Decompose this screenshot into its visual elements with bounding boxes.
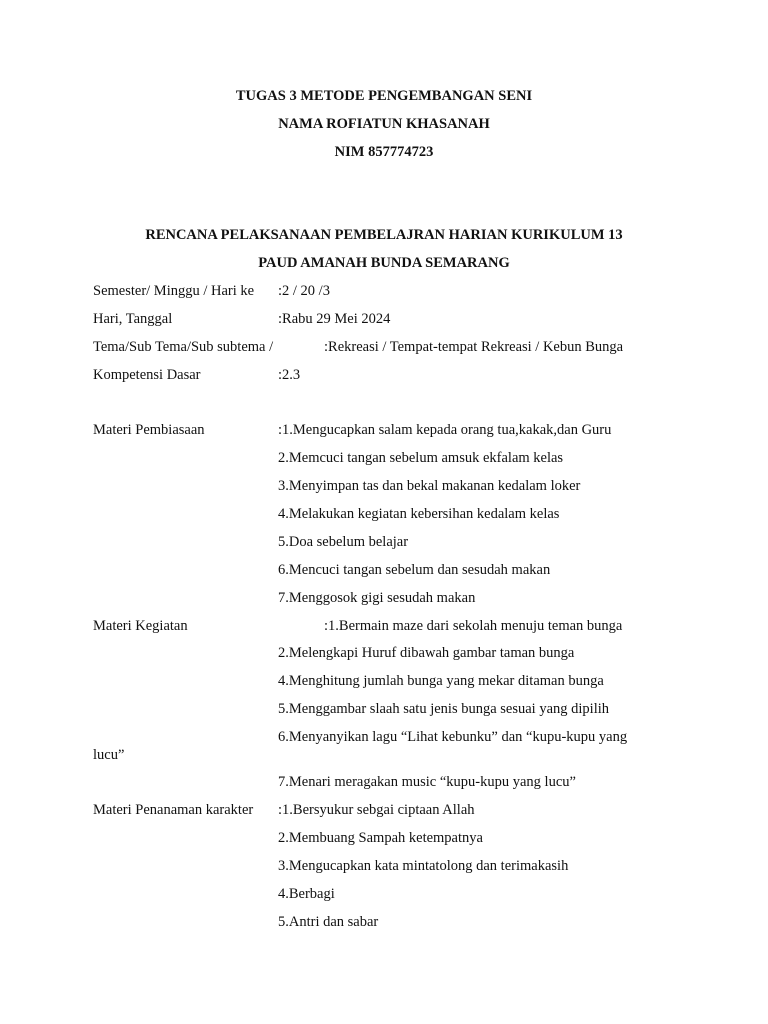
list-item-continuation: lucu”: [93, 747, 125, 763]
list-item: 4.Berbagi: [278, 886, 335, 902]
list-item: 7.Menggosok gigi sesudah makan: [278, 590, 476, 606]
school-name: PAUD AMANAH BUNDA SEMARANG: [258, 255, 510, 271]
theme-value: :Rekreasi / Tempat-tempat Rekreasi / Kebun Bunga: [324, 339, 624, 355]
list-item: 2.Membuang Sampah ketempatnya: [278, 830, 483, 846]
kd-value: :2.3: [278, 367, 301, 383]
list-item: 6.Mencuci tangan sebelum dan sesudah makan: [278, 562, 551, 578]
list-item: 5.Menggambar slaah satu jenis bunga sesuai yang dipilih: [278, 701, 610, 717]
semester-value: :2 / 20 /3: [278, 283, 330, 299]
list-item: 4.Melakukan kegiatan kebersihan kedalam kelas: [278, 506, 560, 522]
list-item: :1.Mengucapkan salam kepada orang tua,kakak,dan Guru: [278, 422, 612, 438]
karakter-label: Materi Penanaman karakter: [93, 802, 254, 818]
list-item: 4.Menghitung jumlah bunga yang mekar ditaman bunga: [278, 673, 604, 689]
list-item: 6.Menyanyikan lagu “Lihat kebunku” dan “kupu-kupu yang: [278, 729, 628, 745]
list-item: 2.Melengkapi Huruf dibawah gambar taman bunga: [278, 645, 575, 661]
list-item: :1.Bersyukur sebgai ciptaan Allah: [278, 802, 475, 818]
list-item: 5.Doa sebelum belajar: [278, 534, 409, 550]
date-label: Hari, Tanggal: [93, 311, 173, 327]
kd-label: Kompetensi Dasar: [93, 367, 201, 383]
theme-label: Tema/Sub Tema/Sub subtema /: [93, 339, 274, 355]
list-item: 7.Menari meragakan music “kupu-kupu yang lucu”: [278, 774, 576, 790]
date-value: :Rabu 29 Mei 2024: [278, 311, 391, 327]
student-nim: NIM 857774723: [334, 144, 434, 160]
pembiasaan-label: Materi Pembiasaan: [93, 422, 205, 438]
assignment-title: TUGAS 3 METODE PENGEMBANGAN SENI: [235, 88, 533, 104]
plan-title: RENCANA PELAKSANAAN PEMBELAJRAN HARIAN KURIKULUM 13: [145, 227, 623, 243]
kegiatan-label: Materi Kegiatan: [93, 618, 188, 634]
student-name: NAMA ROFIATUN KHASANAH: [278, 116, 490, 132]
list-item: 3.Mengucapkan kata mintatolong dan terimakasih: [278, 858, 569, 874]
list-item: 2.Memcuci tangan sebelum amsuk ekfalam kelas: [278, 450, 564, 466]
list-item: 5.Antri dan sabar: [278, 914, 379, 930]
list-item: :1.Bermain maze dari sekolah menuju teman bunga: [324, 618, 623, 634]
list-item: 3.Menyimpan tas dan bekal makanan kedalam loker: [278, 478, 581, 494]
semester-label: Semester/ Minggu / Hari ke: [93, 283, 255, 299]
